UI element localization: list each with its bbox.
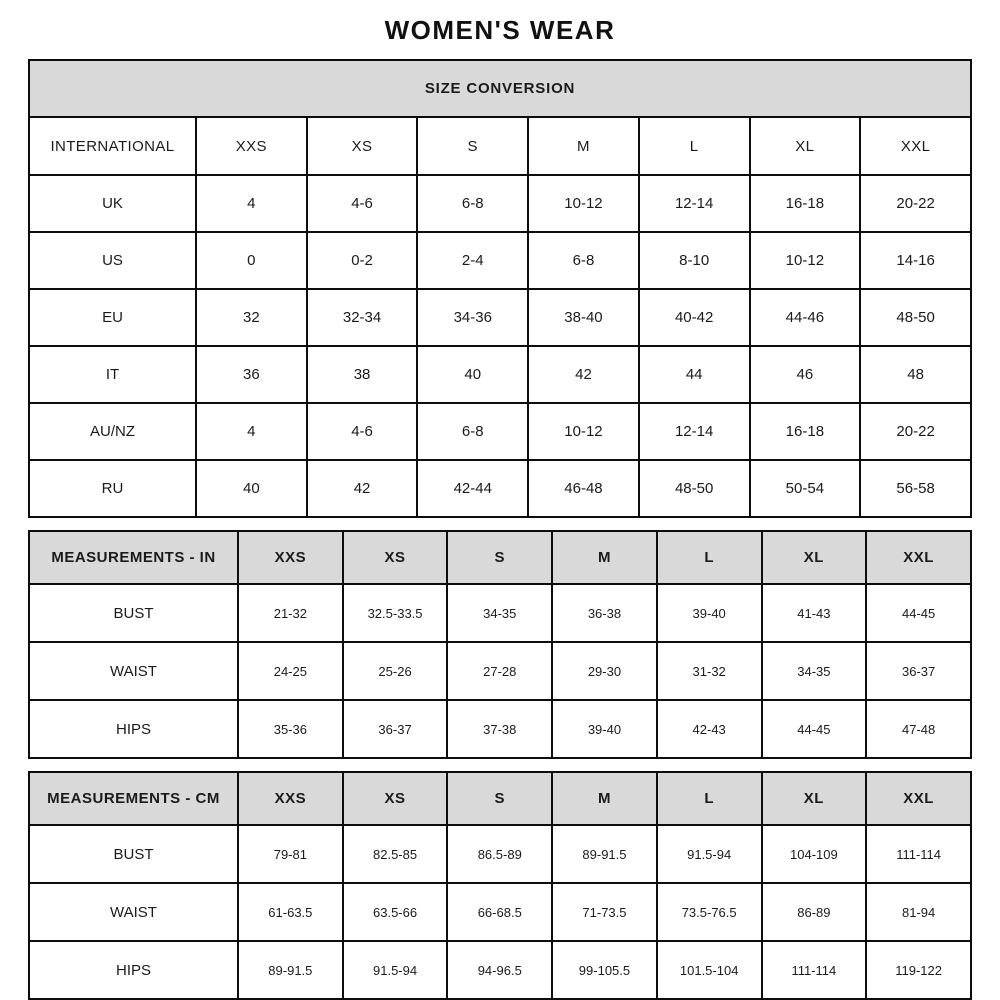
value-cell: 47-48	[866, 700, 971, 758]
column-header: XXS	[196, 117, 307, 175]
value-cell: 40	[417, 346, 528, 403]
value-cell: 101.5-104	[657, 941, 762, 999]
value-cell: 21-32	[238, 584, 343, 642]
header-row	[29, 531, 971, 584]
value-cell: 32.5-33.5	[343, 584, 448, 642]
value-cell: 44	[639, 346, 750, 403]
value-cell: 29-30	[552, 642, 657, 700]
value-cell: 20-22	[860, 175, 971, 232]
value-cell: 40-42	[639, 289, 750, 346]
table-row	[29, 825, 971, 883]
value-cell: 42	[528, 346, 639, 403]
value-cell: 119-122	[866, 941, 971, 999]
column-header: M	[552, 531, 657, 584]
value-cell: 6-8	[417, 403, 528, 460]
size-conversion-section	[28, 59, 972, 518]
value-cell: 36-37	[866, 642, 971, 700]
value-cell: 86.5-89	[447, 825, 552, 883]
value-cell: 37-38	[447, 700, 552, 758]
row-label: US	[29, 232, 196, 289]
column-header: XXL	[860, 117, 971, 175]
column-header: MEASUREMENTS - CM	[29, 772, 238, 825]
row-label: WAIST	[29, 883, 238, 941]
column-header: S	[417, 117, 528, 175]
value-cell: 16-18	[750, 403, 861, 460]
value-cell: 89-91.5	[238, 941, 343, 999]
value-cell: 91.5-94	[343, 941, 448, 999]
value-cell: 99-105.5	[552, 941, 657, 999]
value-cell: 14-16	[860, 232, 971, 289]
row-label: HIPS	[29, 941, 238, 999]
value-cell: 42	[307, 460, 418, 517]
value-cell: 10-12	[528, 175, 639, 232]
value-cell: 61-63.5	[238, 883, 343, 941]
value-cell: 39-40	[552, 700, 657, 758]
value-cell: 111-114	[762, 941, 867, 999]
table-title: SIZE CONVERSION	[29, 60, 971, 117]
value-cell: 0	[196, 232, 307, 289]
column-header: XXL	[866, 772, 971, 825]
table-row	[29, 941, 971, 999]
value-cell: 4-6	[307, 175, 418, 232]
column-header: XXS	[238, 772, 343, 825]
table-row	[29, 346, 971, 403]
column-header: XL	[750, 117, 861, 175]
column-header: S	[447, 531, 552, 584]
value-cell: 39-40	[657, 584, 762, 642]
value-cell: 73.5-76.5	[657, 883, 762, 941]
row-label: RU	[29, 460, 196, 517]
measurements-cm-table	[28, 771, 972, 1000]
value-cell: 86-89	[762, 883, 867, 941]
value-cell: 31-32	[657, 642, 762, 700]
table-row	[29, 460, 971, 517]
header-row	[29, 117, 971, 175]
column-header: M	[528, 117, 639, 175]
value-cell: 66-68.5	[447, 883, 552, 941]
column-header: MEASUREMENTS - IN	[29, 531, 238, 584]
value-cell: 6-8	[528, 232, 639, 289]
value-cell: 44-45	[866, 584, 971, 642]
row-label: WAIST	[29, 642, 238, 700]
column-header: L	[657, 772, 762, 825]
value-cell: 4-6	[307, 403, 418, 460]
row-label: EU	[29, 289, 196, 346]
size-conversion-table	[28, 59, 972, 518]
value-cell: 6-8	[417, 175, 528, 232]
value-cell: 111-114	[866, 825, 971, 883]
value-cell: 104-109	[762, 825, 867, 883]
value-cell: 34-35	[762, 642, 867, 700]
value-cell: 71-73.5	[552, 883, 657, 941]
value-cell: 48-50	[860, 289, 971, 346]
value-cell: 10-12	[750, 232, 861, 289]
value-cell: 82.5-85	[343, 825, 448, 883]
value-cell: 79-81	[238, 825, 343, 883]
value-cell: 36-37	[343, 700, 448, 758]
size-conversion-table-title-row	[29, 60, 971, 117]
table-row	[29, 232, 971, 289]
value-cell: 35-36	[238, 700, 343, 758]
value-cell: 48	[860, 346, 971, 403]
value-cell: 42-44	[417, 460, 528, 517]
value-cell: 41-43	[762, 584, 867, 642]
value-cell: 24-25	[238, 642, 343, 700]
column-header: XS	[343, 531, 448, 584]
table-row	[29, 175, 971, 232]
value-cell: 12-14	[639, 403, 750, 460]
column-header: L	[639, 117, 750, 175]
row-label: UK	[29, 175, 196, 232]
value-cell: 50-54	[750, 460, 861, 517]
column-header: XXL	[866, 531, 971, 584]
column-header: M	[552, 772, 657, 825]
table-row	[29, 289, 971, 346]
table-row	[29, 883, 971, 941]
value-cell: 38-40	[528, 289, 639, 346]
value-cell: 27-28	[447, 642, 552, 700]
column-header: XS	[307, 117, 418, 175]
value-cell: 32	[196, 289, 307, 346]
value-cell: 89-91.5	[552, 825, 657, 883]
value-cell: 44-46	[750, 289, 861, 346]
value-cell: 42-43	[657, 700, 762, 758]
value-cell: 46	[750, 346, 861, 403]
value-cell: 8-10	[639, 232, 750, 289]
measurements-in-table	[28, 530, 972, 759]
value-cell: 94-96.5	[447, 941, 552, 999]
value-cell: 16-18	[750, 175, 861, 232]
value-cell: 91.5-94	[657, 825, 762, 883]
value-cell: 44-45	[762, 700, 867, 758]
value-cell: 4	[196, 403, 307, 460]
value-cell: 81-94	[866, 883, 971, 941]
column-header: XL	[762, 531, 867, 584]
value-cell: 40	[196, 460, 307, 517]
column-header: S	[447, 772, 552, 825]
measurements-cm-section	[28, 771, 972, 1000]
value-cell: 2-4	[417, 232, 528, 289]
value-cell: 36-38	[552, 584, 657, 642]
row-label: IT	[29, 346, 196, 403]
value-cell: 46-48	[528, 460, 639, 517]
value-cell: 34-35	[447, 584, 552, 642]
value-cell: 34-36	[417, 289, 528, 346]
column-header: INTERNATIONAL	[29, 117, 196, 175]
column-header: L	[657, 531, 762, 584]
column-header: XXS	[238, 531, 343, 584]
header-row	[29, 772, 971, 825]
row-label: HIPS	[29, 700, 238, 758]
value-cell: 25-26	[343, 642, 448, 700]
value-cell: 38	[307, 346, 418, 403]
value-cell: 36	[196, 346, 307, 403]
table-row	[29, 403, 971, 460]
row-label: BUST	[29, 584, 238, 642]
page-title: WOMEN'S WEAR	[384, 15, 616, 45]
column-header: XL	[762, 772, 867, 825]
value-cell: 48-50	[639, 460, 750, 517]
row-label: AU/NZ	[29, 403, 196, 460]
value-cell: 12-14	[639, 175, 750, 232]
value-cell: 63.5-66	[343, 883, 448, 941]
table-row	[29, 642, 971, 700]
value-cell: 0-2	[307, 232, 418, 289]
value-cell: 56-58	[860, 460, 971, 517]
value-cell: 20-22	[860, 403, 971, 460]
column-header: XS	[343, 772, 448, 825]
value-cell: 32-34	[307, 289, 418, 346]
table-row	[29, 584, 971, 642]
measurements-in-section	[28, 530, 972, 759]
value-cell: 10-12	[528, 403, 639, 460]
value-cell: 4	[196, 175, 307, 232]
table-row	[29, 700, 971, 758]
row-label: BUST	[29, 825, 238, 883]
